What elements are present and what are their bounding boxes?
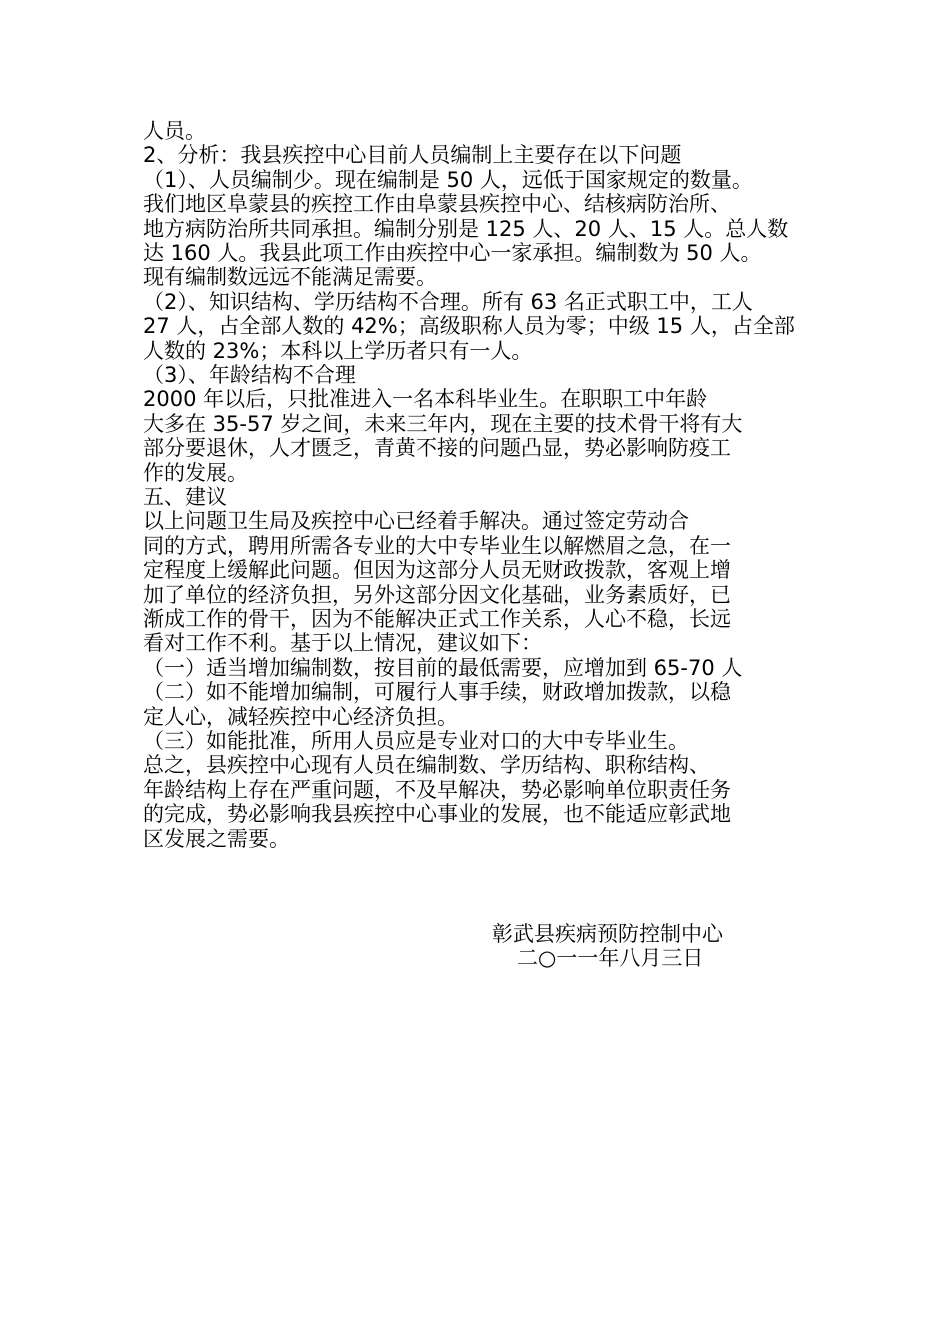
body-line: 2000 年以后，只批准进入一名本科毕业生。在职职工中年龄 <box>143 387 708 412</box>
body-line: 定程度上缓解此问题。但因为这部分人员无财政拨款，客观上增 <box>143 558 731 583</box>
body-line: （1）、人员编制少。现在编制是 50 人，远低于国家规定的数量。 <box>143 167 753 192</box>
signature-date: 二○一一年八月三日 <box>517 946 704 970</box>
body-line: 作的发展。 <box>143 460 248 485</box>
body-line: 看对工作不利。基于以上情况，建议如下： <box>143 631 542 656</box>
signature-organization: 彰武县疾病预防控制中心 <box>492 922 723 946</box>
body-line: 2、分析：我县疾控中心目前人员编制上主要存在以下问题 <box>143 143 682 168</box>
body-line: 人数的 23%；本科以上学历者只有一人。 <box>143 338 533 363</box>
body-line: 大多在 35-57 岁之间，未来三年内，现在主要的技术骨干将有大 <box>143 411 743 436</box>
body-line: 27 人，占全部人数的 42%；高级职称人员为零；中级 15 人，占全部 <box>143 314 795 339</box>
body-line: 地方病防治所共同承担。编制分别是 125 人、20 人、15 人。总人数 <box>143 216 789 241</box>
body-line: 部分要退休，人才匮乏，青黄不接的问题凸显，势必影响防疫工 <box>143 436 731 461</box>
body-line: 渐成工作的骨干，因为不能解决正式工作关系，人心不稳，长远 <box>143 607 731 631</box>
body-line: （3）、年龄结构不合理 <box>143 363 356 387</box>
body-line: 定人心，减轻疾控中心经济负担。 <box>143 704 458 729</box>
body-line: （三）如能批准，所用人员应是专业对口的大中专毕业生。 <box>143 729 689 753</box>
body-line: 人员。 <box>143 119 206 143</box>
body-line: 五、建议 <box>143 485 227 509</box>
body-line: 年龄结构上存在严重问题，不及早解决，势必影响单位职责任务 <box>143 777 731 802</box>
body-line: 达 160 人。我县此项工作由疾控中心一家承担。编制数为 50 人。 <box>143 241 762 265</box>
body-line: 我们地区阜蒙县的疾控工作由阜蒙县疾控中心、结核病防治所、 <box>143 192 731 217</box>
body-line: 以上问题卫生局及疾控中心已经着手解决。通过签定劳动合 <box>143 509 689 534</box>
body-line: 现有编制数远远不能满足需要。 <box>143 265 437 290</box>
body-line: （2）、知识结构、学历结构不合理。所有 63 名正式职工中，工人 <box>143 289 753 314</box>
body-line: 同的方式，聘用所需各专业的大中专毕业生以解燃眉之急，在一 <box>143 533 731 558</box>
body-line: 加了单位的经济负担，另外这部分因文化基础，业务素质好，已 <box>143 582 731 607</box>
body-line: （二）如不能增加编制，可履行人事手续，财政增加拨款，以稳 <box>143 680 731 705</box>
body-line: 总之，县疾控中心现有人员在编制数、学历结构、职称结构、 <box>143 753 710 778</box>
body-line: （一）适当增加编制数，按目前的最低需要，应增加到 65-70 人 <box>143 655 743 680</box>
body-line: 的完成，势必影响我县疾控中心事业的发展，也不能适应彰武地 <box>143 802 731 827</box>
body-line: 区发展之需要。 <box>143 826 290 851</box>
